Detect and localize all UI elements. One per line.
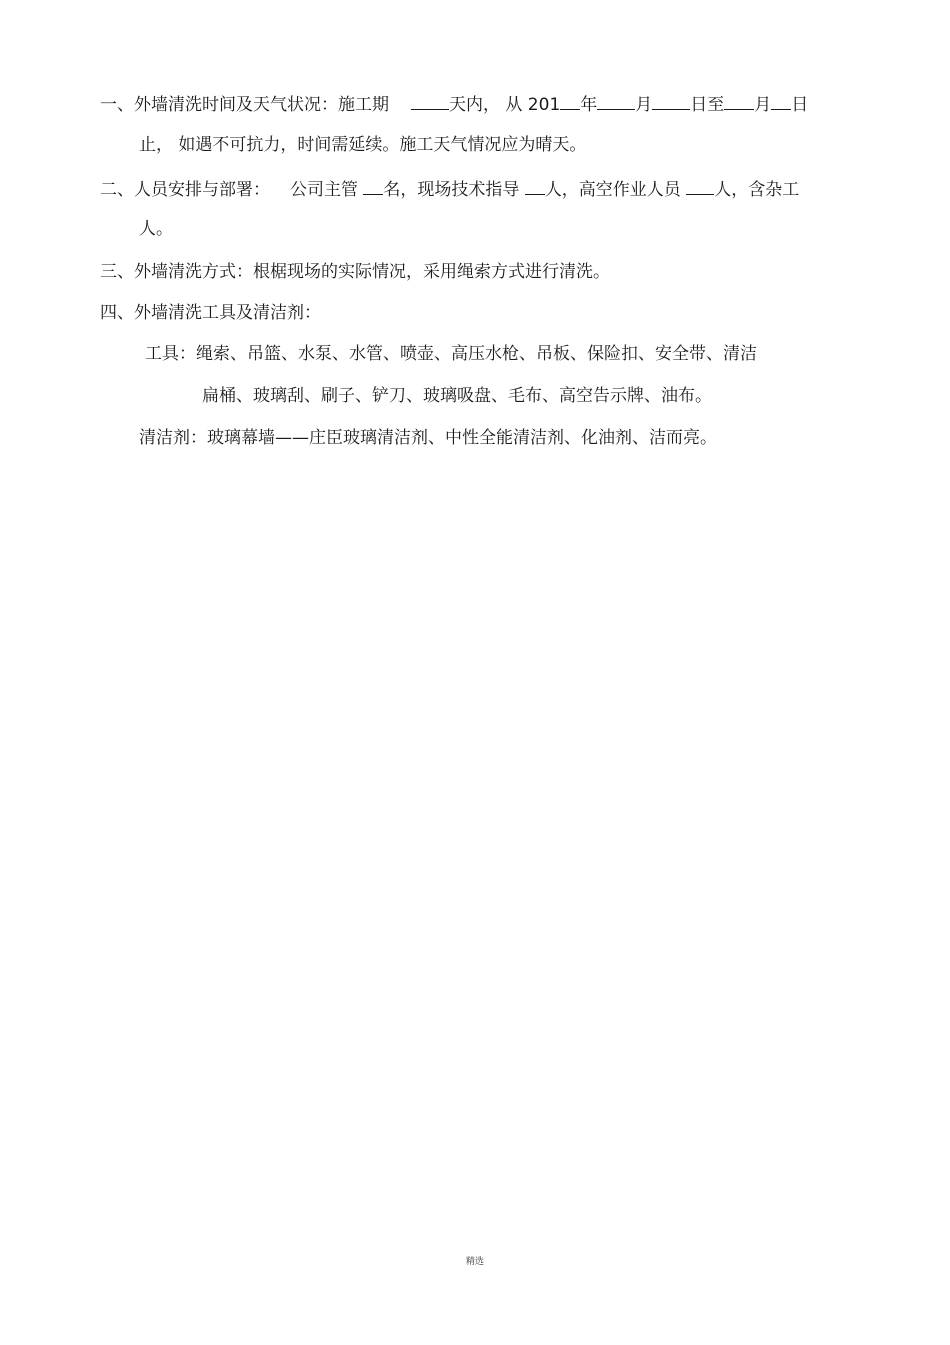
cleaners-line: 清洁剂：玻璃幕墙——庄臣玻璃清洁剂、中性全能清洁剂、化油剂、洁而亮。	[139, 428, 717, 448]
section-1-text: 从 201	[505, 95, 561, 115]
section-2-line-2: 人。	[139, 219, 173, 239]
page-footer: 精选	[465, 1257, 484, 1267]
section-3-text: 外墙清洗方式：根椐现场的实际情况，采用绳索方式进行清洗。	[134, 262, 610, 282]
blank-managers	[363, 178, 383, 195]
blank-tech-guides	[525, 178, 545, 195]
section-2-label: 人员安排与部署：	[134, 180, 270, 200]
section-3-line	[100, 262, 610, 282]
section-2-text: 名，现场技术指导	[383, 180, 520, 200]
blank-month-end	[724, 93, 754, 110]
section-1-number: 一、	[100, 95, 134, 115]
section-2-text: 公司主管	[290, 180, 358, 200]
section-1-text: 年	[580, 95, 598, 115]
section-1-text: 月	[635, 95, 653, 115]
section-1-label: 外墙清洗时间及天气状况：	[134, 95, 338, 115]
blank-high-altitude-workers	[686, 178, 714, 195]
blank-year	[560, 93, 580, 110]
section-2-text: 人，高空作业人员	[544, 180, 681, 200]
blank-day-start	[652, 93, 690, 110]
section-2-line-1	[100, 178, 799, 200]
section-3-number: 三、	[100, 262, 134, 282]
tools-line-1: 工具：绳索、吊篮、水泵、水管、喷壶、高压水枪、吊板、保险扣、安全带、清洁	[145, 344, 757, 364]
section-4-line	[100, 303, 321, 323]
section-4-text: 外墙清洗工具及清洁剂：	[134, 303, 321, 323]
section-1-line-2: 止， 如遇不可抗力，时间需延续。施工天气情况应为晴天。	[139, 135, 587, 155]
section-1-text: 日至	[690, 95, 725, 115]
section-2-number: 二、	[100, 180, 134, 200]
section-2-text: 人，含杂工	[714, 180, 800, 200]
blank-month-start	[597, 93, 635, 110]
tools-line-2: 扁桶、玻璃刮、刷子、铲刀、玻璃吸盘、毛布、高空告示牌、油布。	[202, 386, 712, 406]
blank-day-end	[771, 93, 791, 110]
section-4-number: 四、	[100, 303, 134, 323]
section-1-text: 月	[754, 95, 772, 115]
section-1-line-1	[100, 93, 808, 115]
section-1-text: 天内，	[449, 95, 500, 115]
section-1-text: 施工期	[338, 95, 389, 115]
section-1-text: 日	[791, 95, 809, 115]
blank-days	[411, 93, 449, 110]
